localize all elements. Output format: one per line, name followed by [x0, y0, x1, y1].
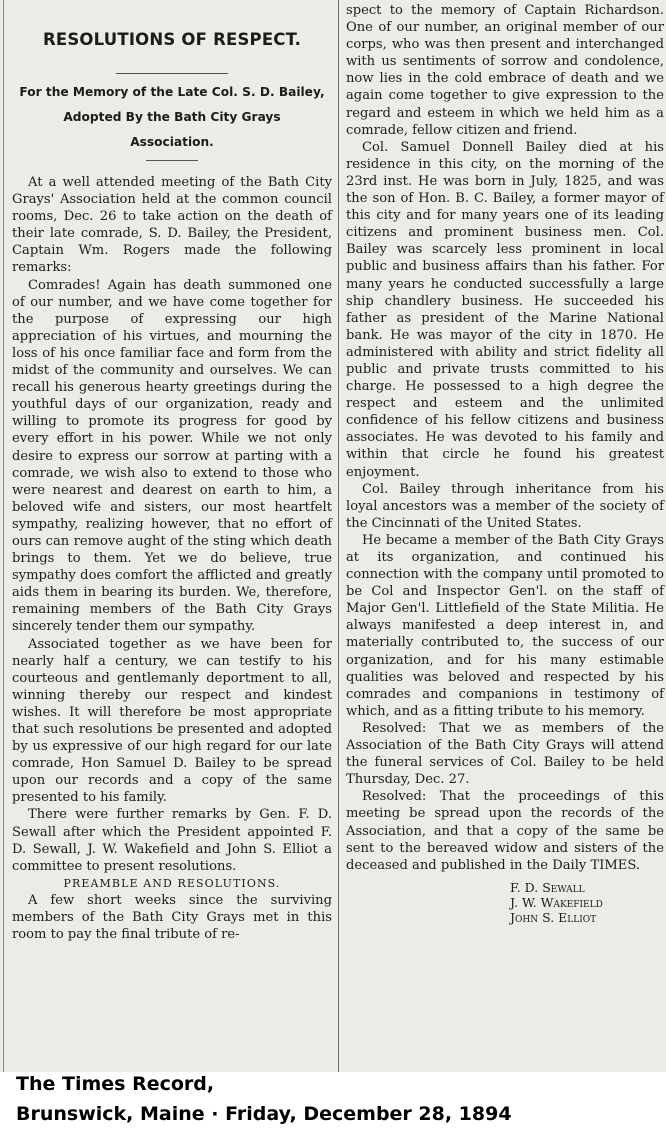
left-margin-rule: [3, 0, 4, 1072]
signature-wakefield: J. W. Wakefield: [510, 894, 603, 910]
article-title: RESOLUTIONS OF RESPECT.: [42, 30, 302, 49]
subtitle-line-2: Adopted By the Bath City Grays: [63, 110, 281, 124]
biography-paragraph: Col. Samuel Donnell Bailey died at his residence in this city, on the morning of the 23rd inst. He was born in July, 1825, and was the son of Hon. B. C. Bailey, a former mayor of this city and for many years one of its leading citizens and prominent business men. Col. Bailey was scarcely less prominent in local public and business affairs than his father. For many years he conducted successfully a large ship chandlery business. He succeeded his father as president of the Marine National bank. He was mayor of the city in 1870. He administered with ability and strict fidelity all public and private trusts committed to his charge. He possessed to a high degree the respect and esteem and the unlimited confidence of his fellow citizens and business associates. He was devoted to his family and within that circle he found his greatest enjoyment.: [346, 139, 664, 480]
caption-publication: The Times Record,: [16, 1073, 215, 1095]
subtitle-line-3: Association.: [130, 135, 214, 149]
signature-elliot: John S. Elliot: [510, 909, 597, 925]
continued-paragraph: spect to the memory of Captain Richardson. One of our number, an original member of our corps, who was then present and interchanged with us sentiments of sorrow and condolence, now lies in the cold embrace of death and we again come together to give expression to the regard and esteem in which we held him as a comrade, fellow citizen and friend.: [346, 3, 664, 138]
caption-date: Brunswick, Maine · Friday, December 28, 1894: [16, 1103, 512, 1125]
associated-paragraph: Associated together as we have been for nearly half a century, we can testify to his courteous and gentlemanly deportment to all, winning thereby our respect and kindest wishes. It will therefore be most appropriate that such resolutions be presented and adopted by us expressive of our high regard for our late comrade, Hon Samuel D. Bailey to be spread upon our records and a copy of the same presented to his family.: [12, 636, 332, 806]
meeting-paragraph: At a well attended meeting of the Bath City Grays' Association held at the common council rooms, Dec. 26 to take action on the death of their late comrade, S. D. Bailey, the President, Captain Wm. Rogers made the following remarks:: [12, 175, 332, 276]
militia-paragraph: He became a member of the Bath City Grays at its organization, and continued his connection with the company until promoted to be Col and Inspector Gen'l. on the staff of Major Gen'l. Littlefield of the State Militia. He always manifested a deep interest in, and materially contributed to, the success of our organization, and for his many estimable qualities was beloved and respected by his comrades and companions in testimony of which, and as a fitting tribute to his memory.: [346, 532, 664, 719]
section-heading: PREAMBLE AND RESOLUTIONS.: [63, 876, 281, 890]
right-column: [346, 0, 664, 1072]
column-divider: [338, 0, 339, 1072]
subtitle-rule: [146, 160, 198, 161]
cincinnati-paragraph: Col. Bailey through inheritance from his loyal ancestors was a member of the society of the Cincinnati of the United States.: [346, 481, 664, 531]
title-rule: [116, 73, 228, 74]
subtitle-line-1: For the Memory of the Late Col. S. D. Bailey,: [19, 85, 325, 99]
preamble-paragraph: A few short weeks since the surviving members of the Bath City Grays met in this room to pay the final tribute of re-: [12, 892, 332, 943]
committee-paragraph: There were further remarks by Gen. F. D. Sewall after which the President appointed F. D. Sewall, J. W. Wakefield and John S. Elliot a committee to present resolutions.: [12, 807, 332, 874]
resolved-records-paragraph: Resolved: That the proceedings of this meeting be spread upon the records of the Association, and that a copy of the same be sent to the bereaved widow and sisters of the deceased and published in the Daily TIMES.: [346, 789, 664, 873]
left-column: [12, 0, 332, 1072]
remarks-paragraph: Comrades! Again has death summoned one of our number, and we have come together for the purpose of expressing our high appreciation of his virtues, and mourning the loss of his once familiar face and form from the midst of the community and ourselves. We can recall his generous hearty greetings during the youthful days of our organization, ready and willing to promote its progress for good by every effort in his power. While we not only desire to express our sorrow at parting with a comrade, we wish also to extend to those who were nearest and dearest on earth to him, a beloved wife and sisters, our most heartfelt sympathy, realizing however, that no effort of ours can remove aught of the sting which death brings to them. Yet we do believe, true sympathy does comfort the afflicted and greatly aids them in bearing its burden. We, therefore, remaining members of the Bath City Grays sincerely tender them our sympathy.: [12, 277, 332, 635]
resolved-funeral-paragraph: Resolved: That we as members of the Association of the Bath City Grays will attend the funeral services of Col. Bailey to be held Thursday, Dec. 27.: [346, 720, 664, 788]
signature-sewall: F. D. Sewall: [510, 879, 585, 895]
